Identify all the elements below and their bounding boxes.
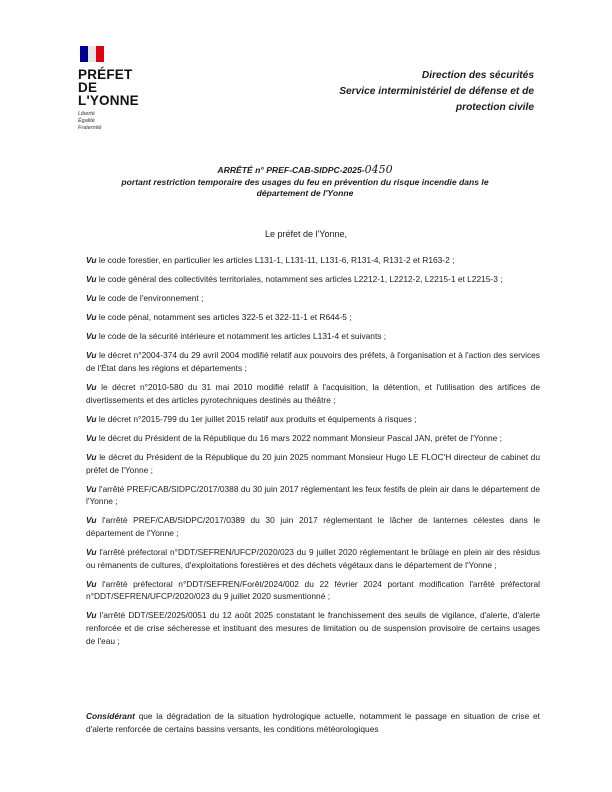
vu-text: le décret n°2004-374 du 29 avril 2004 modifié relatif aux pouvoirs des préfets, à l'organisation et à l'action des services de l'État dans les régions et départements ; bbox=[86, 350, 540, 374]
vu-keyword: Vu bbox=[86, 350, 97, 361]
vu-keyword: Vu bbox=[86, 432, 97, 443]
logo-title-line2: DE L'YONNE bbox=[78, 80, 139, 108]
vu-text: l'arrêté PREF/CAB/SIDPC/2017/0388 du 30 juin 2017 réglementant les feux festifs de plein air dans le département de l'Yonne ; bbox=[86, 483, 540, 507]
vu-text: le décret n°2015-799 du 1er juillet 2015 relatif aux produits et équipements à risques ; bbox=[96, 413, 417, 424]
prefecture-logo bbox=[78, 44, 158, 132]
arrete-number bbox=[100, 164, 510, 177]
logo-title bbox=[78, 68, 158, 107]
logo-title-line1: PRÉFET bbox=[78, 67, 133, 82]
arrete-number-handwritten: 0450 bbox=[364, 163, 393, 176]
vu-text: le code pénal, notamment ses articles 322-5 et 322-11-1 et R644-5 ; bbox=[96, 312, 352, 323]
vu-paragraph bbox=[86, 546, 540, 571]
vu-paragraph bbox=[86, 254, 540, 267]
vu-keyword: Vu bbox=[86, 515, 97, 526]
vu-keyword: Vu bbox=[86, 413, 97, 424]
vu-paragraph bbox=[86, 514, 540, 539]
prefet-line: Le préfet de l'Yonne, bbox=[265, 229, 347, 239]
vu-text: l'arrêté préfectoral n°DDT/SEFREN/Forêt/2024/002 du 22 février 2024 portant modification l'arrêté préfectoral n°DDT/SEFREN/UFCP/2020/023 du 9 juillet 2020 susmentionné ; bbox=[86, 578, 540, 602]
service-line-1: Direction des sécurités bbox=[421, 70, 534, 81]
vu-keyword: Vu bbox=[86, 382, 97, 393]
vus-list bbox=[86, 254, 540, 654]
vu-keyword: Vu bbox=[86, 483, 97, 494]
vu-paragraph bbox=[86, 273, 540, 286]
vu-keyword: Vu bbox=[86, 610, 97, 621]
vu-text: l'arrêté préfectoral n°DDT/SEFREN/UFCP/2020/023 du 9 juillet 2020 réglementant le brûlage en plein air des résidus ou rémanents de cultures, d'exploitations forestières et des déchets végétaux dans le département de l'Yonne ; bbox=[86, 547, 540, 570]
arrete-object-line-2: département de l'Yonne bbox=[256, 188, 354, 198]
vu-text: l'arrêté DDT/SEE/2025/0051 du 12 août 2025 constatant le franchissement des seuils de vigilance, d'alerte, d'alerte renforcée et de crise sécheresse et instituant des mesures de limitation ou de suspension provisoire de certains usages de l'eau ; bbox=[86, 610, 540, 646]
service-line-2: Service interministériel de défense et de bbox=[339, 86, 534, 97]
vu-paragraph bbox=[86, 483, 540, 508]
arrete-object-line-1: portant restriction temporaire des usages du feu en prévention du risque incendie dans le bbox=[121, 176, 489, 187]
marianne-flag-icon bbox=[80, 44, 108, 64]
arrete-number-prefix: ARRÊTÉ n° PREF-CAB-SIDPC-2025- bbox=[217, 165, 365, 175]
vu-paragraph bbox=[86, 413, 540, 426]
vu-text: le code forestier, en particulier les articles L131-1, L131-11, L131-6, R131-4, R131-2 et R163-2 ; bbox=[96, 255, 455, 265]
republic-motto bbox=[78, 111, 158, 132]
vu-paragraph bbox=[86, 451, 540, 476]
considerant-text: que la dégradation de la situation hydrologique actuelle, notamment le passage en situation de crise et d'alerte renforcée de certains bassins versants, les conditions météorologiques bbox=[86, 711, 540, 734]
vu-keyword: Vu bbox=[86, 274, 97, 285]
vu-paragraph bbox=[86, 609, 540, 647]
vu-text: le décret du Président de la République du 20 juin 2025 nommant Monsieur Hugo LE FLOC'H directeur de cabinet du préfet de l'Yonne ; bbox=[86, 452, 540, 475]
vu-keyword: Vu bbox=[86, 452, 97, 463]
vu-keyword: Vu bbox=[86, 331, 97, 342]
vu-paragraph bbox=[86, 578, 540, 603]
vu-paragraph bbox=[86, 330, 540, 343]
vu-text: le décret du Président de la République du 16 mars 2022 nommant Monsieur Pascal JAN, préfet de l'Yonne ; bbox=[96, 432, 502, 443]
service-line-3: protection civile bbox=[455, 102, 534, 113]
vu-text: le code de l'environnement ; bbox=[96, 293, 204, 304]
motto-fraternite: Fraternité bbox=[78, 125, 102, 131]
vu-keyword: Vu bbox=[86, 547, 97, 558]
vu-paragraph bbox=[86, 349, 540, 374]
vu-text: le code général des collectivités territoriales, notamment ses articles L2212-1, L2212-2, L2215-1 et L2215-3 ; bbox=[96, 274, 503, 285]
motto-liberte: Liberté bbox=[78, 111, 95, 117]
considerant-keyword: Considérant bbox=[86, 711, 135, 721]
vu-paragraph bbox=[86, 381, 540, 406]
vu-text: l'arrêté PREF/CAB/SIDPC/2017/0389 du 30 juin 2017 réglementant le lâcher de lanternes célestes dans le département de l'Yonne ; bbox=[86, 515, 540, 538]
vu-paragraph bbox=[86, 432, 540, 445]
vu-text: le code de la sécurité intérieure et notamment les articles L131-4 et suivants ; bbox=[96, 331, 387, 342]
vu-keyword: Vu bbox=[86, 578, 97, 589]
considerant-paragraph bbox=[86, 710, 540, 735]
vu-keyword: Vu bbox=[86, 255, 97, 265]
vu-paragraph bbox=[86, 292, 540, 305]
issuing-service bbox=[284, 68, 534, 116]
vu-keyword: Vu bbox=[86, 312, 97, 323]
vu-text: le décret n°2010-580 du 31 mai 2010 modifié relatif à l'acquisition, la détention, et l'utilisation des artifices de divertissements et des articles pyrotechniques destinés au théâtre ; bbox=[86, 382, 540, 405]
motto-egalite: Égalité bbox=[78, 118, 95, 124]
vu-paragraph bbox=[86, 311, 540, 324]
arrete-heading bbox=[100, 164, 510, 200]
vu-keyword: Vu bbox=[86, 293, 97, 304]
